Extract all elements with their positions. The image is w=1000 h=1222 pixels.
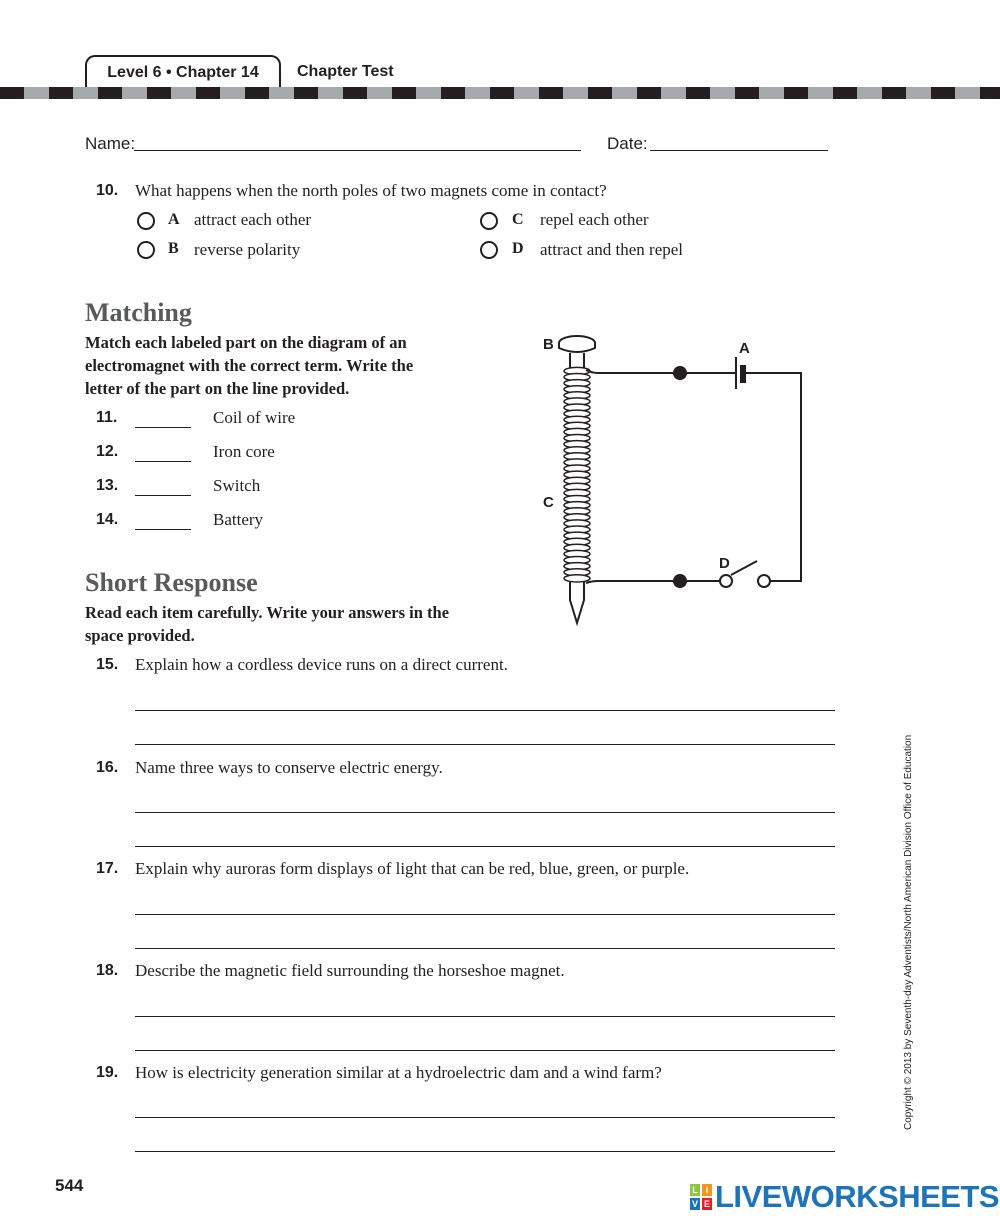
instruction-line: letter of the part on the line provided. [85,379,350,398]
top-wire [586,370,680,373]
answer-blank-13[interactable] [135,495,191,496]
chapter-tab-label: Level 6 • Chapter 14 [107,64,259,81]
question-text: Name three ways to conserve electric energy. [135,758,443,777]
switch-terminal-right [758,575,770,587]
checkered-divider [0,87,1000,99]
right-wire [746,373,801,581]
matching-heading: Matching [85,298,192,327]
option-b-text: reverse polarity [194,240,301,259]
diagram-label-b: B [543,336,554,353]
question-number: 17. [96,860,119,877]
question-number: 15. [96,656,119,673]
logo-block: L [690,1184,700,1196]
diagram-label-c: C [543,494,554,511]
page-number: 544 [55,1176,84,1195]
matching-instructions [85,331,505,400]
diagram-label-d: D [719,555,730,572]
instruction-line: electromagnet with the correct term. Write the [85,356,414,375]
coil-of-wire [564,367,590,582]
short-response-heading: Short Response [85,568,258,597]
name-field[interactable] [134,150,581,151]
logo-block: I [702,1184,712,1196]
electromagnet-diagram [520,325,820,630]
item-number: 13. [96,477,119,494]
page-title: Chapter Test [297,63,394,80]
answer-line[interactable] [135,846,835,847]
match-term: Switch [213,476,261,495]
question-number: 16. [96,759,119,776]
chapter-tab [85,55,281,87]
question-number: 18. [96,962,119,979]
answer-blank-12[interactable] [135,461,191,462]
option-a-text: attract each other [194,210,312,229]
answer-line[interactable] [135,1016,835,1017]
junction-dot-top [673,366,687,380]
instruction-line: Read each item carefully. Write your answers in the [85,603,450,622]
logo-text: LIVEWORKSHEETS [715,1179,1000,1214]
question-text: Explain why auroras form displays of light that can be red, blue, green, or purple. [135,859,690,878]
switch-terminal-left [720,575,732,587]
battery-short-plate [740,365,746,383]
instruction-line: Match each labeled part on the diagram of an [85,333,407,352]
question-number: 10. [96,182,119,199]
short-response-instructions [85,601,525,647]
question-text: Describe the magnetic field surrounding the horseshoe magnet. [135,961,565,980]
logo-blocks-icon [690,1184,712,1210]
date-label: Date: [607,134,648,153]
question-text: How is electricity generation similar at a hydroelectric dam and a wind farm? [135,1063,662,1082]
bottom-wire [586,581,720,583]
answer-line[interactable] [135,948,835,949]
option-a-bubble[interactable] [137,212,155,230]
date-field[interactable] [650,150,828,151]
option-c-text: repel each other [540,210,649,229]
instruction-line: space provided. [85,626,195,645]
answer-line[interactable] [135,1151,835,1152]
item-number: 14. [96,511,119,528]
option-b-bubble[interactable] [137,241,155,259]
question-text: Explain how a cordless device runs on a direct current. [135,655,508,674]
match-term: Iron core [213,442,275,461]
match-term: Battery [213,510,264,529]
question-text: What happens when the north poles of two magnets come in contact? [135,181,607,200]
option-b-letter: B [168,240,179,257]
coil-turn [564,575,590,582]
answer-line[interactable] [135,812,835,813]
answer-line[interactable] [135,1050,835,1051]
logo-block: E [703,1199,710,1209]
answer-line[interactable] [135,744,835,745]
junction-dot-bottom [673,574,687,588]
logo-block: V [691,1199,698,1209]
option-d-letter: D [512,240,524,257]
answer-blank-14[interactable] [135,529,191,530]
diagram-label-a: A [739,340,750,357]
answer-line[interactable] [135,914,835,915]
answer-blank-11[interactable] [135,427,191,428]
copyright-notice: Copyright © 2013 by Seventh-day Adventists/North American Division Office of Education [903,734,914,1130]
question-number: 19. [96,1064,119,1081]
option-a-letter: A [168,211,180,228]
option-d-text: attract and then repel [540,240,684,259]
liveworksheets-logo[interactable] [690,1180,999,1214]
name-label: Name: [85,134,136,153]
answer-line[interactable] [135,1117,835,1118]
match-term: Coil of wire [213,408,296,427]
option-c-bubble[interactable] [480,212,498,230]
item-number: 12. [96,443,119,460]
answer-line[interactable] [135,710,835,711]
option-d-bubble[interactable] [480,241,498,259]
option-c-letter: C [512,211,524,228]
item-number: 11. [96,409,118,426]
nail-head-rim [559,343,595,352]
switch-lever [731,561,757,575]
